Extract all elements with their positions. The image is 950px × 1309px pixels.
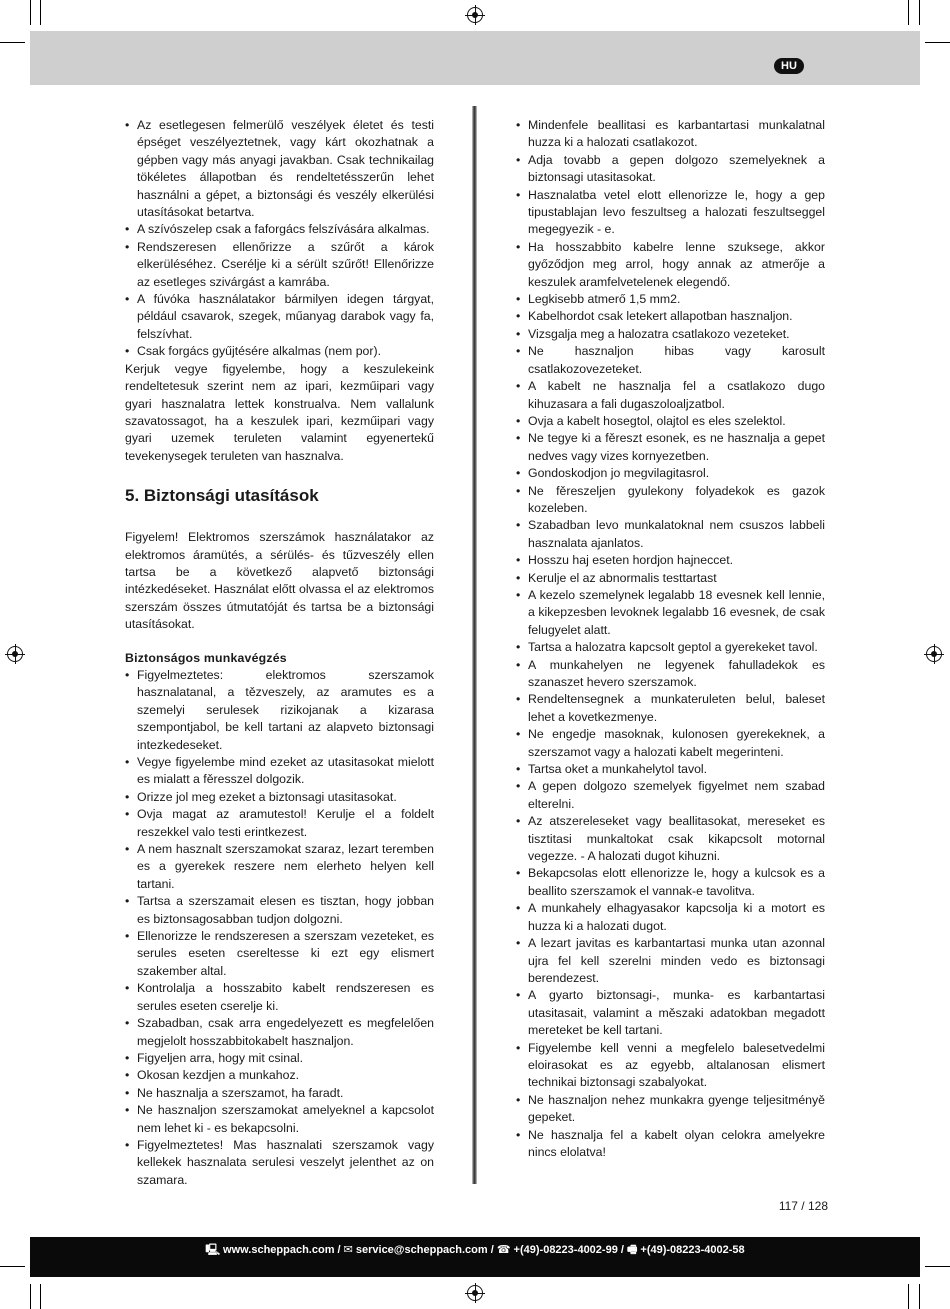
list-item: • Ne hasznalja fel a kabelt olyan celokra amelyekre nincs elolatva! xyxy=(516,1127,825,1162)
list-item: • Vizsgalja meg a halozatra csatlakozo vezeteket. xyxy=(516,326,825,343)
crop-mark xyxy=(919,1284,920,1309)
safety-bullet-list xyxy=(125,667,434,1189)
registration-mark-icon xyxy=(467,1285,483,1301)
subheading: Biztonságos munkavégzés xyxy=(125,650,287,665)
crop-mark xyxy=(40,0,41,25)
list-item: • A kabelt ne hasznalja fel a csatlakozo dugo kihuzasara a fali dugaszoloaljzatbol. xyxy=(516,378,825,413)
list-item: • A fúvóka használatakor bármilyen idegen tárgyat, például csavarok, szegek, műanyag darabok vagy fa, felszívhat. xyxy=(125,291,434,343)
list-item: • Figyelmeztetes: elektromos szerszamok hasznalatanal, a tězveszely, az aramutes es a szemelyi serulesek rizikojanak a kizarasa szempontjabol, be kell tartani az alapveto biztonsagi intezkedeseket. xyxy=(125,667,434,754)
column-divider xyxy=(472,106,477,1184)
list-item: • Adja tovabb a gepen dolgozo szemelyeknek a biztonsagi utasitasokat. xyxy=(516,152,825,187)
list-item: • Ellenorizze le rendszeresen a szerszam vezeteket, es serules eseten csereltesse ki ezt egy elismert szakember altal. xyxy=(125,928,434,980)
email-link[interactable]: service@scheppach.com xyxy=(355,1244,488,1256)
list-item: • Figyelembe kell venni a megfelelo balesetvedelmi eloirasokat es az egyebb, altalanosan elismert technikai biztonsagi szabalyokat. xyxy=(516,1040,825,1092)
footer-bar xyxy=(30,1237,920,1277)
section-title: 5. Biztonsági utasítások xyxy=(125,486,319,506)
list-item: • Vegye figyelembe mind ezeket az utasitasokat mielott es mialatt a fěresszel dolgozik. xyxy=(125,754,434,789)
list-item: • Kerulje el az abnormalis testtartast xyxy=(516,570,825,587)
crop-mark xyxy=(919,0,920,25)
list-item: • Kabelhordot csak letekert allapotban hasznaljon. xyxy=(516,308,825,325)
list-item: • Hosszu haj eseten hordjon hajneccet. xyxy=(516,552,825,569)
separator: / xyxy=(617,1244,627,1256)
crop-mark xyxy=(925,1266,950,1267)
list-item: • Ne hasznaljon nehez munkakra gyenge teljesitményě gepeket. xyxy=(516,1092,825,1127)
list-item: • A lezart javitas es karbantartasi munka utan azonnal ujra fel kell szerelni minden vedo es biztonsagi berendezest. xyxy=(516,935,825,987)
fax-number: +(49)-08223-4002-58 xyxy=(640,1244,745,1256)
list-item: • Ne engedje masoknak, kulonosen gyerekeknek, a szerszamot vagy a halozati kabelt megerinteni. xyxy=(516,726,825,761)
registration-mark-icon xyxy=(926,646,942,662)
list-item: • A munkahelyen ne legyenek fahulladekok es szanaszet hevero szerszamok. xyxy=(516,657,825,692)
phone-icon: ☎ xyxy=(496,1244,511,1256)
crop-mark xyxy=(908,0,909,25)
list-item: • Gondoskodjon jo megvilagitasrol. xyxy=(516,465,825,482)
list-item: • Figyeljen arra, hogy mit csinal. xyxy=(125,1050,434,1067)
list-item: • Hasznalatba vetel elott ellenorizze le, hogy a gep tipustablajan levo feszultseg a halozati feszultseggel megegyezik - e. xyxy=(516,187,825,239)
list-item: • Ne fěreszeljen gyulekony folyadekok es gazok kozeleben. xyxy=(516,483,825,518)
list-item: • Ha hosszabbito kabelre lenne szuksege, akkor győződjon meg arrol, hogy annak az atmerője a keszulek aramfelvetelenek elegendő. xyxy=(516,239,825,291)
list-item: • Rendeltensegnek a munkateruleten belul, baleset lehet a kovetkezmenye. xyxy=(516,691,825,726)
phone-number: +(49)-08223-4002-99 xyxy=(513,1244,618,1256)
language-badge: HU xyxy=(774,58,804,74)
list-item: • Ne hasznaljon szerszamokat amelyeknel a kapcsolot nem lehet ki - es bekapcsolni. xyxy=(125,1102,434,1137)
crop-mark xyxy=(30,0,31,25)
registration-mark-icon xyxy=(7,646,23,662)
website-link[interactable]: www.scheppach.com xyxy=(223,1244,335,1256)
list-item: • Ne hasznalja a szerszamot, ha faradt. xyxy=(125,1085,434,1102)
list-item: • Ne hasznaljon hibas vagy karosult csatlakozovezeteket. xyxy=(516,343,825,378)
list-item: • Szabadban, csak arra engedelyezett es megfelelően megjelolt hosszabbitokabelt hasznaljon. xyxy=(125,1015,434,1050)
right-bullet-list xyxy=(516,117,825,1161)
list-item: • Ovja a kabelt hosegtol, olajtol es eles szelektol. xyxy=(516,413,825,430)
list-item: • Okosan kezdjen a munkahoz. xyxy=(125,1067,434,1084)
section-paragraph: Figyelem! Elektromos szerszámok használatakor az elektromos áramütés, a sérülés- és tűzveszély ellen tartsa be a következő alapvető biztonsági intézkedéseket. Használat előtt olvassa el az elektromos szerszám összes útmutatóját és tartsa be a biztonsági utasításokat. xyxy=(125,530,434,632)
list-item: • Tartsa a szerszamait elesen es tisztan, hogy jobban es biztonsagosabban tudjon dolgozni. xyxy=(125,893,434,928)
fax-icon: 🖷 xyxy=(627,1244,638,1256)
list-item: • Ovja magat az aramutestol! Kerulje el a foldelt reszekkel valo testi erintkezest. xyxy=(125,806,434,841)
crop-mark xyxy=(30,1284,31,1309)
page-number: 117 / 128 xyxy=(778,1199,828,1213)
list-item: • Tartsa a halozatra kapcsolt geptol a gyerekeket tavol. xyxy=(516,639,825,656)
list-item: • Tartsa oket a munkahelytol tavol. xyxy=(516,761,825,778)
list-item: • Kontrolalja a hosszabito kabelt rendszeresen es serules eseten cserelje ki. xyxy=(125,980,434,1015)
crop-mark xyxy=(925,42,950,43)
crop-mark xyxy=(0,42,25,43)
intro-bullet-list xyxy=(125,117,434,361)
list-item: • Legkisebb atmerő 1,5 mm2. xyxy=(516,291,825,308)
list-item: • Az atszereleseket vagy beallitasokat, mereseket es tisztitasi munkaltokat csak kikapcsolt motornal vegezze. - A halozati dugot kihuzni. xyxy=(516,813,825,865)
envelope-icon: ✉ xyxy=(343,1244,353,1256)
intro-paragraph: Kerjuk vegye figyelembe, hogy a keszulekeink rendeltetesuk szerint nem az ipari, kezműipari vagy gyari hasznalatra lettek konstrualva. Nem vallalunk szavatossagot, ha a keszulek ipari, kezműipari vagy gyari uzemek teruleten valamint egyenertekű tevekenysegek teruleten van hasznalva. xyxy=(125,361,434,463)
crop-mark xyxy=(40,1284,41,1309)
list-item: • Rendszeresen ellenőrizze a szűrőt a károk elkerüléséhez. Cserélje ki a sérült szűrőt! Ellenőrizze az esetleges szivárgást a kamrába. xyxy=(125,239,434,291)
list-item: • Bekapcsolas elott ellenorizze le, hogy a kulcsok es a beallito szerszamok el vannak-e tavolitva. xyxy=(516,865,825,900)
separator: / xyxy=(334,1244,344,1256)
list-item: • A gepen dolgozo szemelyek figyelmet nem szabad elterelni. xyxy=(516,778,825,813)
list-item: • A kezelo szemelynek legalabb 18 evesnek kell lennie, a kikepzesben levoknek legalabb 16 evesnek, de csak felugyelet alatt. xyxy=(516,587,825,639)
list-item: • Mindenfele beallitasi es karbantartasi munkalatnal huzza ki a halozati csatlakozot. xyxy=(516,117,825,152)
list-item: • Csak forgács gyűjtésére alkalmas (nem por). xyxy=(125,343,434,360)
list-item: • Orizze jol meg ezeket a biztonsagi utasitasokat. xyxy=(125,789,434,806)
list-item: • Ne tegye ki a fěreszt esonek, es ne hasznalja a gepet nedves vagy vizes kornyezetben. xyxy=(516,430,825,465)
list-item: • A szívószelep csak a faforgács felszívására alkalmas. xyxy=(125,221,434,238)
crop-mark xyxy=(0,1266,25,1267)
list-item: • Az esetlegesen felmerülő veszélyek életet és testi épséget veszélyeztetnek, vagy kárt okozhatnak a gépben vagy más anyagi javakban. Csak technikailag tökéletes állapotban és rendeltetésszerűn lehet használni a gépet, a biztonsági és veszély elkerülési utasításokat betartva. xyxy=(125,117,434,221)
right-column xyxy=(516,117,825,1161)
left-column xyxy=(125,117,434,1189)
computer-icon: 🖳 xyxy=(205,1244,221,1256)
list-item: • Figyelmeztetes! Mas hasznalati szerszamok vagy kellekek hasznalata serulesi veszelyt jelenthet az on szamara. xyxy=(125,1137,434,1189)
list-item: • Szabadban levo munkalatoknal nem csuszos labbeli hasznalata ajanlatos. xyxy=(516,517,825,552)
crop-mark xyxy=(908,1284,909,1309)
list-item: • A munkahely elhagyasakor kapcsolja ki a motort es huzza ki a halozati dugot. xyxy=(516,900,825,935)
list-item: • A gyarto biztonsagi-, munka- es karbantartasi utasitasait, valamint a měszaki adatokban megadott mereteket be kell tartani. xyxy=(516,987,825,1039)
registration-mark-icon xyxy=(467,7,483,23)
list-item: • A nem hasznalt szerszamokat szaraz, lezart teremben es a gyerekek reszere nem elerheto helyen kell tartani. xyxy=(125,841,434,893)
separator: / xyxy=(487,1244,497,1256)
